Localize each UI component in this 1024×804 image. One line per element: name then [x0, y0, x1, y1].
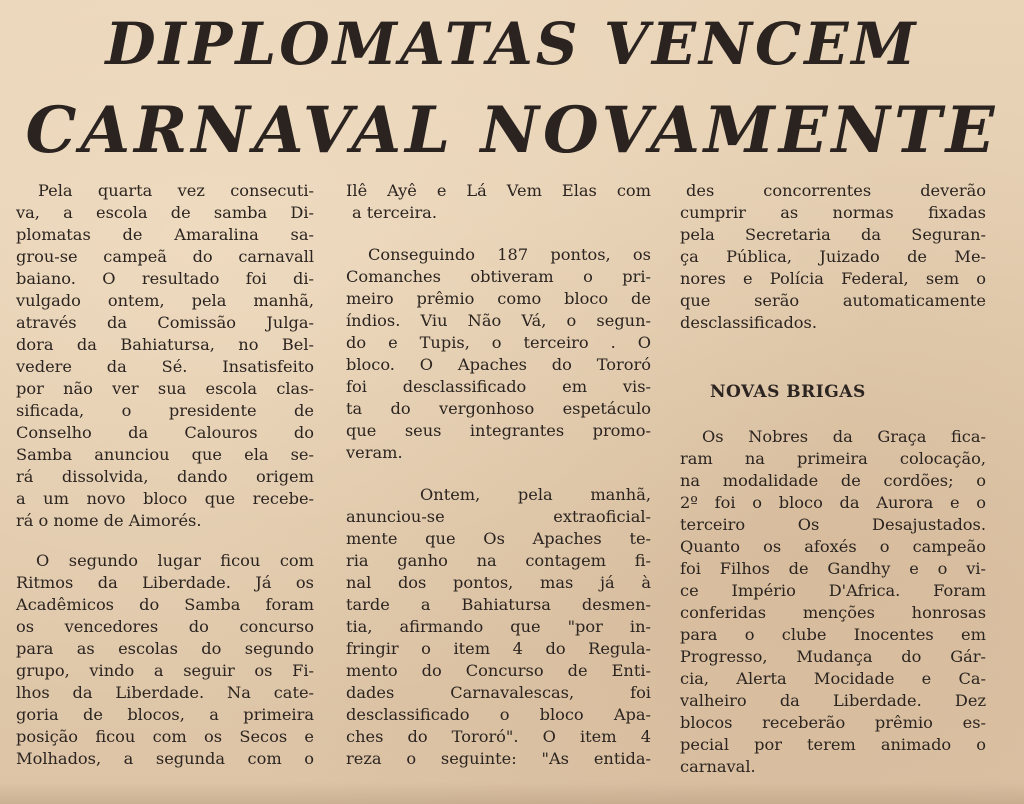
text-line: baiano. O resultado foi di-: [16, 269, 314, 288]
text-line: a terceira.: [352, 203, 437, 222]
text-line: Ontem, pela manhã,: [420, 485, 651, 504]
text-line: para as escolas do segundo: [16, 639, 314, 658]
text-line: mento do Concurso de Enti-: [346, 661, 651, 680]
headline-line-1: DIPLOMATAS VENCEM: [105, 10, 919, 78]
text-line: dora da Bahiatursa, no Bel-: [16, 335, 314, 354]
text-line: índios. Viu Não Vá, o segun-: [346, 311, 651, 330]
text-line: ria ganho na contagem fi-: [346, 551, 651, 570]
text-line: Pela quarta vez consecuti-: [38, 181, 314, 200]
text-line: tia, afirmando que "por in-: [346, 617, 651, 636]
text-line: terceiro Os Desajustados.: [680, 515, 986, 534]
text-line: rá dissolvida, dando origem: [16, 467, 314, 486]
text-line: para o clube Inocentes em: [680, 625, 986, 644]
text-line: plomatas de Amaralina sa-: [16, 225, 314, 244]
text-line: bloco. O Apaches do Tororó: [346, 355, 651, 374]
text-line: anunciou-se extraoficial-: [346, 507, 651, 526]
text-line: a um novo bloco que recebe-: [16, 489, 314, 508]
text-line: vulgado ontem, pela manhã,: [16, 291, 314, 310]
text-line: lhos da Liberdade. Na cate-: [16, 683, 314, 702]
text-line: pela Secretaria da Seguran-: [680, 225, 986, 244]
text-line: na modalidade de cordões; o: [680, 471, 986, 490]
text-line: Comanches obtiveram o pri-: [346, 267, 651, 286]
text-line: 2º foi o bloco da Aurora e o: [680, 493, 986, 512]
article-column-1: [16, 180, 314, 804]
text-line: do e Tupis, o terceiro . O: [346, 333, 651, 352]
article-column-2: [346, 180, 651, 804]
text-line: pecial por terem animado o: [680, 735, 986, 754]
text-line: blocos receberão prêmio es-: [680, 713, 986, 732]
text-line: veram.: [346, 443, 403, 462]
text-line: reza o seguinte: "As entida-: [346, 749, 651, 768]
text-line: fringir o item 4 do Regula-: [346, 639, 651, 658]
text-line: posição ficou com os Secos e: [16, 727, 314, 746]
text-line: Conselho da Calouros do: [16, 423, 314, 442]
text-line: goria de blocos, a primeira: [16, 705, 314, 724]
text-line: Quanto os afoxés o campeão: [680, 537, 986, 556]
text-line: carnaval.: [680, 757, 756, 776]
text-line: Ritmos da Liberdade. Já os: [16, 573, 314, 592]
text-line: grou-se campeã do carnavall: [16, 247, 314, 266]
text-line: grupo, vindo a seguir os Fi-: [16, 661, 314, 680]
text-line: que seus integrantes promo-: [346, 421, 651, 440]
text-line: ta do vergonhoso espetáculo: [346, 399, 651, 418]
text-line: sificada, o presidente de: [16, 401, 314, 420]
text-line: tarde a Bahiatursa desmen-: [346, 595, 651, 614]
text-line: meiro prêmio como bloco de: [346, 289, 651, 308]
text-line: rá o nome de Aimorés.: [16, 511, 202, 530]
text-line: desclassificado o bloco Apa-: [346, 705, 651, 724]
text-line: valheiro da Liberdade. Dez: [680, 691, 986, 710]
text-line: Conseguindo 187 pontos, os: [368, 245, 651, 264]
paper-edge-shadow: [0, 782, 1024, 804]
text-line: Ilê Ayê e Lá Vem Elas com: [346, 181, 651, 200]
text-line: Samba anunciou que ela se-: [16, 445, 314, 464]
text-line: Os Nobres da Graça fica-: [702, 427, 986, 446]
text-line: O segundo lugar ficou com: [36, 551, 314, 570]
text-line: conferidas menções honrosas: [680, 603, 986, 622]
text-line: dades Carnavalescas, foi: [346, 683, 651, 702]
headline-line-2: CARNAVAL NOVAMENTE: [25, 93, 999, 168]
text-line: Acadêmicos do Samba foram: [16, 595, 314, 614]
text-line: Molhados, a segunda com o: [16, 749, 314, 768]
text-line: foi Filhos de Gandhy e o vi-: [680, 559, 986, 578]
text-line: des concorrentes deverão: [686, 181, 986, 200]
text-line: nores e Polícia Federal, sem o: [680, 269, 986, 288]
article-column-3: [680, 180, 986, 804]
text-line: foi desclassificado em vis-: [346, 377, 651, 396]
text-line: mente que Os Apaches te-: [346, 529, 651, 548]
text-line: os vencedores do concurso: [16, 617, 314, 636]
text-line: ches do Tororó". O item 4: [346, 727, 651, 746]
text-line: por não ver sua escola clas-: [16, 379, 314, 398]
text-line: ce Império D'Africa. Foram: [680, 581, 986, 600]
text-line: desclassificados.: [680, 313, 818, 332]
text-line: que serão automaticamente: [680, 291, 986, 310]
text-line: vedere da Sé. Insatisfeito: [16, 357, 314, 376]
text-line: Progresso, Mudança do Gár-: [680, 647, 986, 666]
section-subheading: NOVAS BRIGAS: [710, 382, 866, 402]
text-line: ça Pública, Juizado de Me-: [680, 247, 986, 266]
text-line: va, a escola de samba Di-: [16, 203, 314, 222]
text-line: ram na primeira colocação,: [680, 449, 986, 468]
text-line: cia, Alerta Mocidade e Ca-: [680, 669, 986, 688]
text-line: cumprir as normas fixadas: [680, 203, 986, 222]
text-line: nal dos pontos, mas já à: [346, 573, 651, 592]
text-line: através da Comissão Julga-: [16, 313, 314, 332]
